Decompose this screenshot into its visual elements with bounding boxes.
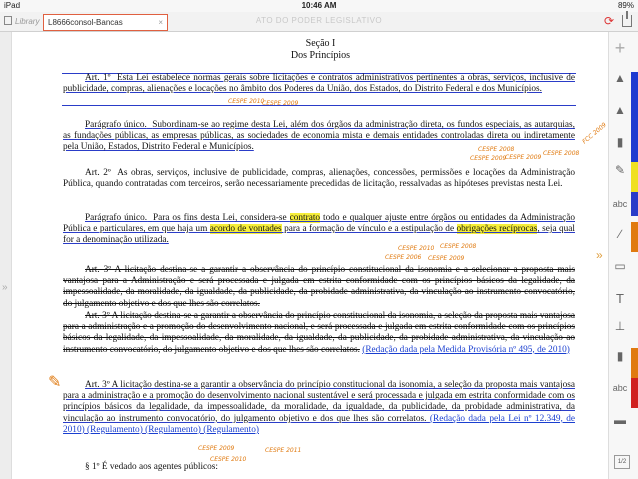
annotation-note: CESPE 2009 bbox=[198, 445, 235, 452]
status-bar bbox=[0, 0, 638, 12]
annotation-note: CESPE 2011 bbox=[265, 447, 302, 454]
art2-paragraph[interactable]: Art. 2º As obras, serviços, inclusive de publicidade, compras, alienações, concessões, permissões e locações da Administração Pública, quando contratadas com terceiros, serão necessariamente precedidas de licitação, ressalvadas as hipóteses previstas nesta Lei. bbox=[63, 168, 575, 190]
close-icon[interactable]: × bbox=[158, 18, 163, 27]
tab-label: L8666consol-Bancas bbox=[48, 18, 123, 27]
annotation-note: CESPE 2010 bbox=[228, 98, 265, 105]
regulamento-link[interactable]: (Regulamento) bbox=[145, 424, 201, 435]
art3-par1: § 1º É vedado aos agentes públicos: bbox=[85, 462, 219, 472]
art1-sole-paragraph[interactable]: Parágrafo único. Subordinam-se ao regime desta Lei, além dos órgãos da administração direta, os fundos especiais, as autarquias, as fundações públicas, as empresas públicas, as sociedades de economia mista e demais entidades controladas direta ou indiretamente pela União, Estados, Distrito Federal e Municípios. bbox=[63, 120, 575, 153]
library-label: Library bbox=[15, 17, 40, 26]
art1-paragraph[interactable]: Art. 1º Esta Lei estabelece normas gerais sobre licitações e contratos administrativos pertinentes a obras, serviços, inclusive de publicidade, compras, alienações e locações no âmbito dos Poderes da União, dos Estados, do Distrito Federal e dos Municípios. bbox=[63, 73, 575, 95]
color-strip-blue bbox=[631, 72, 638, 162]
next-page-icon[interactable]: » bbox=[596, 248, 603, 262]
annotation-note: CESPE 2008 bbox=[478, 146, 515, 153]
color-strip-yellow bbox=[631, 162, 638, 192]
annotation-note: CESPE 2009 bbox=[428, 255, 465, 262]
highlight-acordo: acordo de vontades bbox=[209, 224, 282, 235]
clock: 10:46 AM bbox=[301, 1, 337, 10]
annotation-note: CESPE 2008 bbox=[543, 150, 580, 157]
underline-text-icon[interactable]: abc bbox=[612, 199, 628, 209]
regulamento-link[interactable]: (Regulamento) bbox=[203, 424, 259, 435]
bookmark-icon[interactable]: ▮ bbox=[616, 349, 624, 363]
text-icon[interactable]: T bbox=[616, 290, 624, 306]
highlight-obrigacoes: obrigações recíprocas bbox=[456, 224, 538, 235]
freehand-icon[interactable]: ∕ bbox=[618, 227, 621, 241]
regulamento-link[interactable]: (Regulamento) bbox=[87, 424, 143, 435]
section-title: Dos Princípios bbox=[290, 50, 351, 61]
annotation-note: CESPE 2010 bbox=[210, 456, 247, 463]
annotation-note: CESPE 2009 bbox=[505, 154, 542, 161]
art3-revoked-2[interactable]: Art. 3º A licitação destina-se a garantir a observância do princípio constitucional da isonomia, a seleção da proposta mais vantajosa para a administração e a promoção do desenvolvimento nacional, e será processada e julgada em estrita conformidade com os princípios básicos da legalidade, da impessoalidade, da moralidade, da igualdade, da publicidade, da probidade administrativa, da vinculação ao instrumento convocatório, do julgamento objetivo e dos que lhes são correlatos. (Redação dada pela Medida Provisória nº 495, de 2010) bbox=[63, 311, 575, 355]
expand-left-icon[interactable]: » bbox=[2, 282, 8, 293]
art3-revoked-1[interactable]: Art. 3º A licitação destina-se a garantir a observância do princípio constitucional da isonomia e a selecionar a proposta mais vantajosa para a Administração e será processada e julgada em estrita conformidade com os princípios básicos da legalidade, da impessoalidade, da moralidade, da igualdade, da publicidade, da probidade administrativa, da vinculação ao instrumento convocatório, do julgamento objetivo e dos que lhes são correlatos. bbox=[63, 265, 575, 309]
eraser-icon[interactable]: ▬ bbox=[614, 413, 626, 427]
marker-icon[interactable]: ▮ bbox=[616, 135, 624, 149]
art2-sole-paragraph[interactable]: Parágrafo único. Para os fins desta Lei, considera-se contrato todo e qualquer ajuste entre órgãos ou entidades da Administração Pública e particulares, em que haja um acordo de vontades para a formação de vínculo e a estipulação de obrigações recíprocas, seja qual for a denominação utilizada. bbox=[63, 213, 575, 246]
stamp-icon[interactable]: ⊥ bbox=[614, 319, 626, 333]
pencil-icon: ✎ bbox=[48, 372, 62, 391]
pen-icon[interactable]: ▲ bbox=[614, 103, 626, 117]
annotation-note: CESPE 2006 bbox=[385, 254, 422, 261]
annotation-toolbar bbox=[608, 32, 638, 479]
annotation-note: CESPE 2009 bbox=[470, 155, 507, 162]
strikeout-icon[interactable]: abc bbox=[612, 383, 628, 393]
add-icon[interactable]: + bbox=[614, 37, 626, 58]
document-title: ATO DO PODER LEGISLATIVO bbox=[255, 16, 383, 25]
sync-icon[interactable]: ⟳ bbox=[603, 14, 614, 28]
color-strip-orange bbox=[631, 222, 638, 252]
annotation-note: FCC 2009 bbox=[581, 121, 608, 146]
pencil-tool-icon[interactable]: ✎ bbox=[614, 163, 626, 177]
battery-level: 89% bbox=[617, 1, 634, 10]
art3-paragraph[interactable]: Art. 3º A licitação destina-se a garantir a observância do princípio constitucional da isonomia, a seleção da proposta mais vantajosa para a administração e a promoção do desenvolvimento nacional sustentável e será processada e julgada em estrita conformidade com os princípios básicos da legalidade, da impessoalidade, da moralidade, da igualdade, da publicidade, da probidade administrativa, da vinculação ao instrumento convocatório, do julgamento objetivo e dos que lhes são correlatos. (Redação dada pela Lei nº 12.349, de 2010) (Regulamento) (Regulamento) (Regulamento) bbox=[63, 380, 575, 435]
highlighter-icon[interactable]: ▲ bbox=[614, 71, 626, 85]
redacao-link[interactable]: (Redação dada pela Lei nº 12.349, de 2010) bbox=[63, 413, 575, 435]
comment-icon[interactable]: ▭ bbox=[614, 259, 626, 273]
device-label: iPad bbox=[4, 1, 21, 10]
page-indicator[interactable]: 1/2 bbox=[614, 455, 630, 469]
annotation-note: CESPE 2008 bbox=[440, 243, 477, 250]
redacao-link[interactable]: (Redação dada pela Medida Provisória nº 495, de 2010) bbox=[362, 344, 570, 355]
color-strip-orange bbox=[631, 348, 638, 378]
section-heading: Seção I bbox=[305, 38, 336, 49]
color-strip-red bbox=[631, 378, 638, 408]
color-strip-blue bbox=[631, 192, 638, 216]
annotation-note: CESPE 2009 bbox=[262, 100, 299, 107]
share-icon[interactable] bbox=[622, 15, 632, 27]
annotation-note: CESPE 2010 bbox=[398, 245, 435, 252]
highlight-contrato: contrato bbox=[289, 213, 321, 223]
left-gutter bbox=[0, 32, 12, 479]
top-bar bbox=[0, 12, 638, 32]
